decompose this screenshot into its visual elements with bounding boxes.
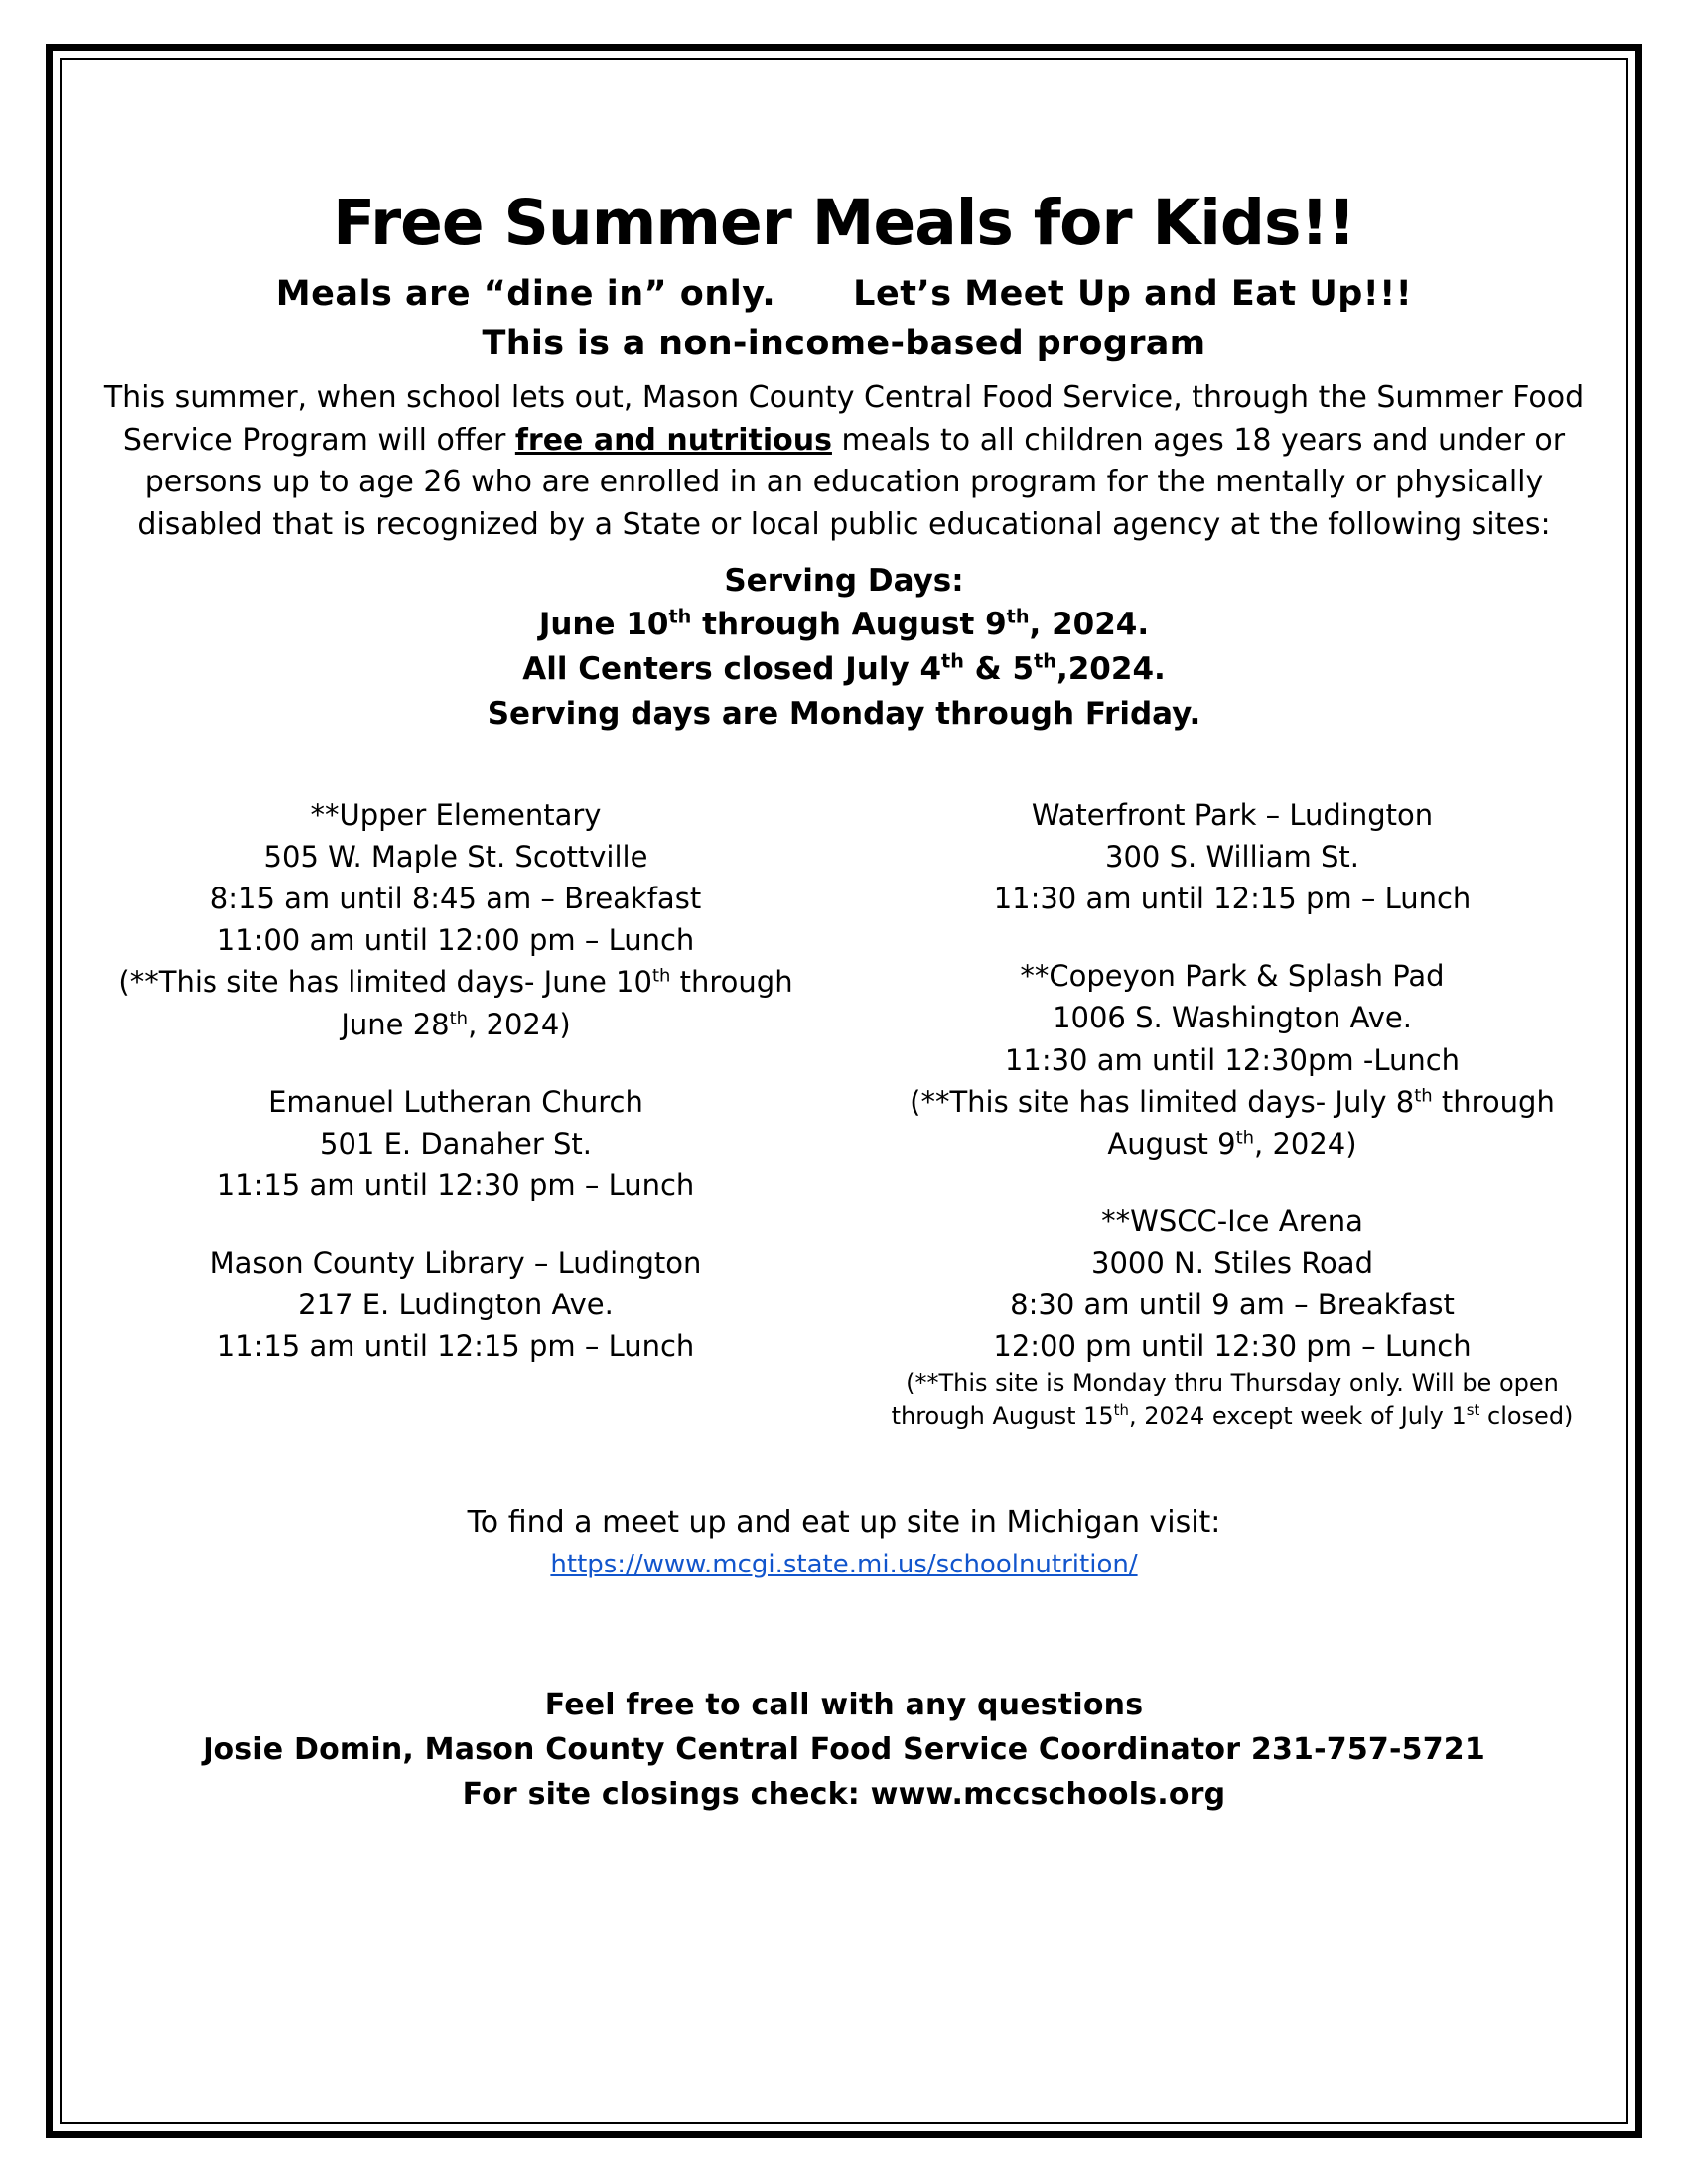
serving-weekdays: Serving days are Monday through Friday. (487, 696, 1201, 733)
site-name: Emanuel Lutheran Church (268, 1084, 643, 1119)
site-address: 3000 N. Stiles Road (1091, 1245, 1373, 1280)
site-time: 8:15 am until 8:45 am – Breakfast (210, 882, 702, 916)
subtitle-row (89, 274, 1599, 314)
find-site-intro: To find a meet up and eat up site in Michigan visit: (467, 1505, 1221, 1541)
contact-line-questions: Feel free to call with any questions (544, 1688, 1144, 1723)
sites-columns (89, 794, 1599, 1468)
flyer-content (89, 99, 1599, 2085)
site-note: (**This site is Monday thru Thursday only. Will be open through August 15th, 2024 except week of July 1st closed) (891, 1368, 1574, 1430)
site-address: 300 S. William St. (1105, 840, 1359, 875)
site-entry (89, 794, 822, 1044)
intro-paragraph-part1: This summer, when school lets out, Mason County Central Food Service, through the Summer Food Service Program will offer (103, 380, 1585, 458)
subtitle-meet-up: Let’s Meet Up and Eat Up!!! (853, 274, 1413, 315)
site-name: **Copeyon Park & Splash Pad (1020, 959, 1445, 994)
sites-column-left (89, 794, 844, 1468)
site-entry (89, 1081, 822, 1206)
intro-paragraph-emphasis: free and nutritious (514, 422, 832, 458)
intro-paragraph (89, 377, 1599, 546)
find-site-block (89, 1502, 1599, 1579)
serving-closed-dates: All Centers closed July 4th & 5th,2024. (522, 650, 1166, 688)
site-entry (866, 794, 1599, 919)
serving-days-block (89, 559, 1599, 738)
site-time: 11:15 am until 12:30 pm – Lunch (216, 1167, 695, 1202)
site-time: 11:15 am until 12:15 pm – Lunch (216, 1328, 695, 1363)
site-entry (89, 1242, 822, 1367)
site-time: 11:30 am until 12:15 pm – Lunch (993, 882, 1472, 916)
subtitle-dine-in: Meals are “dine in” only. (275, 274, 776, 315)
subtitle-non-income: This is a non-income-based program (482, 324, 1206, 364)
site-time: 8:30 am until 9 am – Breakfast (1010, 1287, 1455, 1321)
contact-line-coordinator: Josie Domin, Mason County Central Food Service Coordinator 231-757-5721 (203, 1732, 1485, 1768)
site-note: (**This site has limited days- July 8th through August 9th, 2024) (910, 1084, 1555, 1160)
site-name: Waterfront Park – Ludington (1031, 798, 1434, 833)
contact-block (89, 1683, 1599, 1817)
site-name: **Upper Elementary (310, 798, 602, 833)
michigan-site-finder-link[interactable]: https://www.mcgi.state.mi.us/schoolnutrition/ (550, 1550, 1138, 1580)
site-entry (866, 955, 1599, 1163)
site-name: Mason County Library – Ludington (210, 1245, 702, 1280)
intro-paragraph-part2: meals to all children ages 18 years and under or persons up to age 26 who are enrolled in an education program for the mentally or physically disabled that is recognized by a State or local public educational agency at the following sites: (137, 422, 1566, 542)
site-time: 12:00 pm until 12:30 pm – Lunch (993, 1328, 1472, 1363)
site-name: **WSCC-Ice Arena (1101, 1203, 1363, 1238)
site-address: 1006 S. Washington Ave. (1053, 1001, 1412, 1035)
page-title: Free Summer Meals for Kids!! (333, 187, 1355, 259)
sites-column-right (844, 794, 1599, 1468)
contact-line-website: For site closings check: www.mccschools.org (462, 1777, 1226, 1813)
site-address: 217 E. Ludington Ave. (298, 1287, 614, 1321)
serving-dates: June 10th through August 9th, 2024. (538, 606, 1150, 643)
site-entry (866, 1200, 1599, 1433)
site-time: 11:30 am until 12:30pm -Lunch (1004, 1042, 1461, 1077)
site-time: 11:00 am until 12:00 pm – Lunch (216, 923, 695, 958)
serving-days-heading: Serving Days: (724, 562, 964, 599)
site-note: (**This site has limited days- June 10th through June 28th, 2024) (118, 965, 793, 1041)
site-address: 501 E. Danaher St. (320, 1126, 592, 1160)
site-address: 505 W. Maple St. Scottville (263, 840, 648, 875)
